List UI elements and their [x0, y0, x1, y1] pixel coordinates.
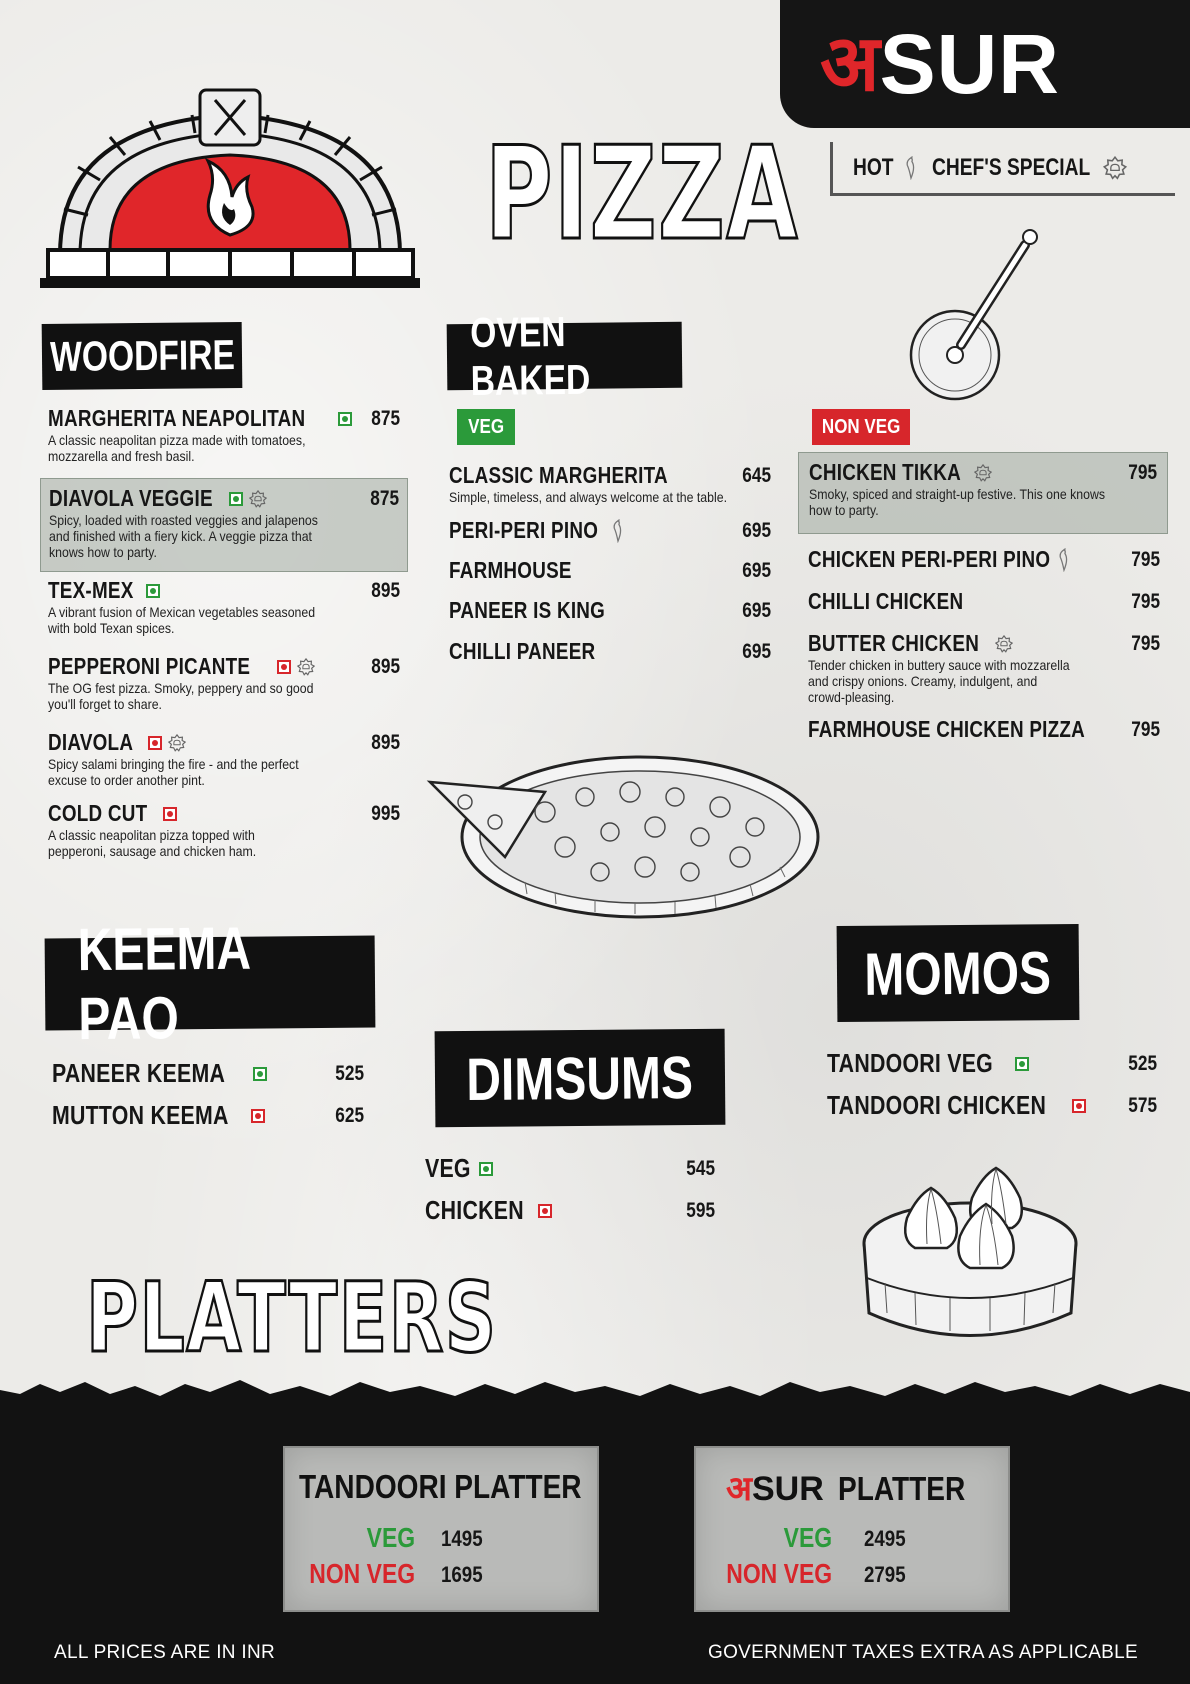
menu-item-tandoori-veg[interactable]: TANDOORI VEG 525: [827, 1048, 1157, 1078]
chili-icon: [1057, 548, 1071, 572]
brand-logo: [780, 0, 1190, 128]
keema-pao-heading: KEEMA PAO: [45, 936, 376, 1031]
brand-logo-latin: SUR: [879, 17, 1060, 111]
veg-icon: [1015, 1057, 1029, 1071]
menu-item-diavola[interactable]: DIAVOLA 895 Spicy salami bringing the fire - and the perfect excuse to order another pint.: [48, 729, 400, 788]
pizza-cutter-illustration: [905, 225, 1055, 415]
menu-item-chicken-peri-peri-pino[interactable]: CHICKEN PERI-PERI PINO 795: [808, 546, 1160, 572]
chef-badge-icon: [168, 734, 186, 752]
asur-platter-veg-label: VEG: [783, 1522, 832, 1553]
menu-item-cold-cut[interactable]: COLD CUT 995 A classic neapolitan pizza topped with pepperoni, sausage and chicken ham.: [48, 800, 400, 859]
nonveg-icon: [277, 660, 291, 674]
chef-badge-icon: [1103, 156, 1127, 180]
momos-heading: MOMOS: [837, 924, 1080, 1022]
veg-icon: [338, 412, 352, 426]
menu-item-dimsum-chicken[interactable]: CHICKEN 595: [425, 1195, 715, 1225]
chef-badge-icon: [995, 635, 1013, 653]
menu-item-tandoori-chicken[interactable]: TANDOORI CHICKEN 575: [827, 1090, 1157, 1120]
asur-platter-veg-price: 2495: [864, 1526, 906, 1551]
page-title: PIZZA: [485, 120, 800, 269]
item-desc: The OG fest pizza. Smoky, peppery and so good you'll forget to share.: [48, 680, 314, 712]
veg-icon: [479, 1162, 493, 1176]
asur-platter-title: [726, 1464, 988, 1510]
tandoori-platter-nonveg-price: 1695: [441, 1562, 483, 1587]
asur-platter-title-latin: SUR: [751, 1470, 824, 1508]
menu-item-diavola-veggie[interactable]: DIAVOLA VEGGIE 875 Spicy, loaded with roasted veggies and jalapenos and finished with a fiery kick. A veggie pizza that knows how to party.: [40, 478, 408, 572]
legend-box: [830, 142, 1175, 196]
menu-item-farmhouse[interactable]: FARMHOUSE 695: [449, 557, 771, 583]
tandoori-platter-veg-label: VEG: [366, 1522, 415, 1553]
item-desc: Spicy salami bringing the fire - and the perfect excuse to order another pint.: [48, 756, 299, 788]
legend-hot: HOT: [853, 153, 894, 181]
item-desc: Tender chicken in buttery sauce with mozzarella and crispy onions. Creamy, indulgent, and crowd-pleasing.: [808, 657, 1070, 705]
nonveg-icon: [163, 807, 177, 821]
tandoori-platter-veg-price: 1495: [441, 1526, 483, 1551]
nonveg-icon: [538, 1204, 552, 1218]
menu-item-tex-mex[interactable]: TEX-MEX 895 A vibrant fusion of Mexican vegetables seasoned with bold Texan spices.: [48, 577, 400, 636]
item-desc: Simple, timeless, and always welcome at the table.: [449, 489, 728, 505]
asur-platter-title-deva: अ: [726, 1469, 752, 1509]
menu-item-mutton-keema[interactable]: MUTTON KEEMA 625: [52, 1100, 364, 1130]
item-desc: A classic neapolitan pizza made with tomatoes, mozzarella and fresh basil.: [48, 432, 306, 464]
nonveg-pill: NON VEG: [812, 409, 910, 445]
asur-platter-card[interactable]: [694, 1446, 1010, 1612]
nonveg-icon: [1072, 1099, 1086, 1113]
menu-item-paneer-is-king[interactable]: PANEER IS KING 695: [449, 597, 771, 623]
menu-item-pepperoni-picante[interactable]: PEPPERONI PICANTE 895 The OG fest pizza. Smoky, peppery and so good you'll forget to share.: [48, 653, 400, 712]
momo-steamer-illustration: [855, 1153, 1085, 1353]
tandoori-platter-title: TANDOORI PLATTER: [299, 1468, 582, 1505]
menu-item-margherita-neapolitan[interactable]: MARGHERITA NEAPOLITAN 875 A classic neapolitan pizza made with tomatoes, mozzarella and fresh basil.: [48, 405, 400, 464]
menu-item-classic-margherita[interactable]: CLASSIC MARGHERITA 645 Simple, timeless, and always welcome at the table.: [449, 462, 771, 505]
platters-heading: PLATTERS: [86, 1262, 498, 1374]
chef-badge-icon: [249, 490, 267, 508]
item-desc: A classic neapolitan pizza topped with pepperoni, sausage and chicken ham.: [48, 827, 257, 859]
dimsums-heading: DIMSUMS: [435, 1029, 726, 1128]
menu-item-chicken-tikka[interactable]: CHICKEN TIKKA 795 Smoky, spiced and straight-up festive. This one knows how to party.: [798, 452, 1168, 534]
chili-icon: [904, 156, 918, 180]
veg-pill: VEG: [457, 409, 515, 445]
menu-item-peri-peri-pino[interactable]: PERI-PERI PINO 695: [449, 517, 771, 543]
footer-tax-note: GOVERNMENT TAXES EXTRA AS APPLICABLE: [707, 1642, 1138, 1663]
menu-item-dimsum-veg[interactable]: VEG 545: [425, 1153, 715, 1183]
chili-icon: [611, 519, 625, 543]
footer-currency-note: ALL PRICES ARE IN INR: [54, 1642, 275, 1663]
nonveg-icon: [251, 1109, 265, 1123]
tandoori-platter-card[interactable]: [283, 1446, 599, 1612]
tandoori-platter-nonveg-label: NON VEG: [309, 1558, 415, 1589]
item-desc: Spicy, loaded with roasted veggies and jalapenos and finished with a fiery kick. A veggie pizza that knows how to party.: [49, 512, 318, 560]
menu-item-paneer-keema[interactable]: PANEER KEEMA 525: [52, 1058, 364, 1088]
wood-oven-illustration: [40, 85, 420, 295]
chef-badge-icon: [974, 464, 992, 482]
asur-platter-nonveg-label: NON VEG: [726, 1558, 832, 1589]
item-desc: Smoky, spiced and straight-up festive. This one knows how to party.: [809, 486, 1106, 518]
asur-platter-nonveg-price: 2795: [864, 1562, 906, 1587]
asur-platter-title-rest: PLATTER: [837, 1470, 966, 1507]
woodfire-heading: WOODFIRE: [42, 322, 243, 390]
item-desc: A vibrant fusion of Mexican vegetables seasoned with bold Texan spices.: [48, 604, 316, 636]
veg-icon: [146, 584, 160, 598]
chef-badge-icon: [297, 658, 315, 676]
legend-chefs-special: CHEF'S SPECIAL: [931, 153, 1090, 181]
menu-item-chilli-chicken[interactable]: CHILLI CHICKEN 795: [808, 588, 1160, 614]
nonveg-icon: [148, 736, 162, 750]
veg-icon: [253, 1067, 267, 1081]
oven-baked-heading: OVEN BAKED: [447, 322, 683, 390]
menu-item-chilli-paneer[interactable]: CHILLI PANEER 695: [449, 638, 771, 664]
veg-icon: [229, 492, 243, 506]
menu-item-farmhouse-chicken-pizza[interactable]: FARMHOUSE CHICKEN PIZZA 795: [808, 716, 1160, 742]
menu-item-butter-chicken[interactable]: BUTTER CHICKEN 795 Tender chicken in buttery sauce with mozzarella and crispy onions. Creamy, indulgent, and crowd-pleasing.: [808, 630, 1160, 705]
pizza-illustration: [425, 752, 825, 942]
brand-logo-deva: अ: [820, 19, 880, 109]
